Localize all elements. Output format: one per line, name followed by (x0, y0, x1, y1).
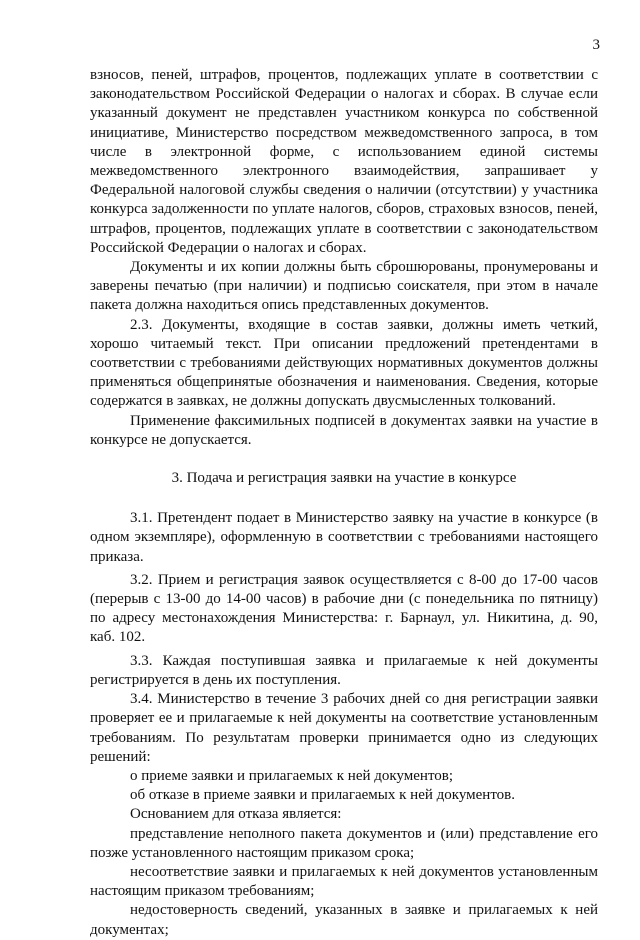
page-number: 3 (592, 37, 600, 53)
list-item-nonconformity: несоответствие заявки и прилагаемых к ней документов установленным настоящим приказом требованиям; (90, 863, 598, 900)
paragraph-3-2: 3.2. Прием и регистрация заявок осуществляется с 8-00 до 17-00 часов (перерыв с 13-00 до 14-00 часов) в рабочие дни (с понедельника по пятницу) по адресу местонахождения Министерства: г. Барнаул, ул. Никитина, д. 90, каб. 102. (90, 571, 598, 646)
paragraph-continuation: взносов, пеней, штрафов, процентов, подлежащих уплате в соответствии с законодательством Российской Федерации о налогах и сборах. В случае если указанный документ не представлен участником конкурса по собственной инициативе, Министерство посредством межведомственного запроса, в том числе в электронной форме, с использованием единой системы межведомственного электронного взаимодействия, запрашивает у Федеральной налоговой службы сведения о наличии (отсутствии) у участника конкурса задолженности по уплате налогов, сборов, страховых взносов, пеней, штрафов, процентов, подлежащих уплате в соответствии с законодательством Российской Федерации о налогах и сборах. (90, 67, 598, 256)
paragraph-3-1: 3.1. Претендент подает в Министерство заявку на участие в конкурсе (в одном экземпляре), оформленную в соответствии с требованиями настоящего приказа. (90, 510, 598, 565)
paragraph-binding-requirements: Документы и их копии должны быть сброшюрованы, пронумерованы и заверены печатью (при наличии) и подписью соискателя, при этом в начале пакета должна находиться опись представленных документов. (90, 259, 598, 314)
paragraph-3-3: 3.3. Каждая поступившая заявка и прилагаемые к ней документы регистрируется в день их поступления. (90, 652, 598, 688)
paragraph-refusal-grounds: Основанием для отказа является: (130, 806, 342, 823)
list-item-unreliable: недостоверность сведений, указанных в заявке и прилагаемых к ней документах; (90, 902, 598, 938)
list-item-accept: о приеме заявки и прилагаемых к ней документов; (130, 767, 454, 784)
list-item-reject: об отказе в приеме заявки и прилагаемых к ней документов. (130, 787, 516, 804)
paragraph-facsimile: Применение факсимильных подписей в документах заявки на участие в конкурсе не допускается. (90, 412, 598, 448)
list-item-incomplete: представление неполного пакета документов и (или) представление его позже установленного настоящим приказом срока; (90, 825, 598, 861)
section-heading-3: 3. Подача и регистрация заявки на участие в конкурсе (171, 470, 517, 487)
paragraph-3-4: 3.4. Министерство в течение 3 рабочих дней со дня регистрации заявки проверяет ее и прилагаемые к ней документы на соответствие установленным требованиям. По результатам проверки принимается одно из следующих решений: (90, 691, 598, 765)
paragraph-2-3: 2.3. Документы, входящие в состав заявки, должны иметь четкий, хорошо читаемый текст. При описании предложений претендентами в соответствии с требованиями действующих нормативных документов должны применяться общепринятые обозначения и наименования. Сведения, которые содержатся в заявках, не должны допускать двусмысленных толкований. (90, 316, 598, 410)
document-body (90, 66, 598, 940)
